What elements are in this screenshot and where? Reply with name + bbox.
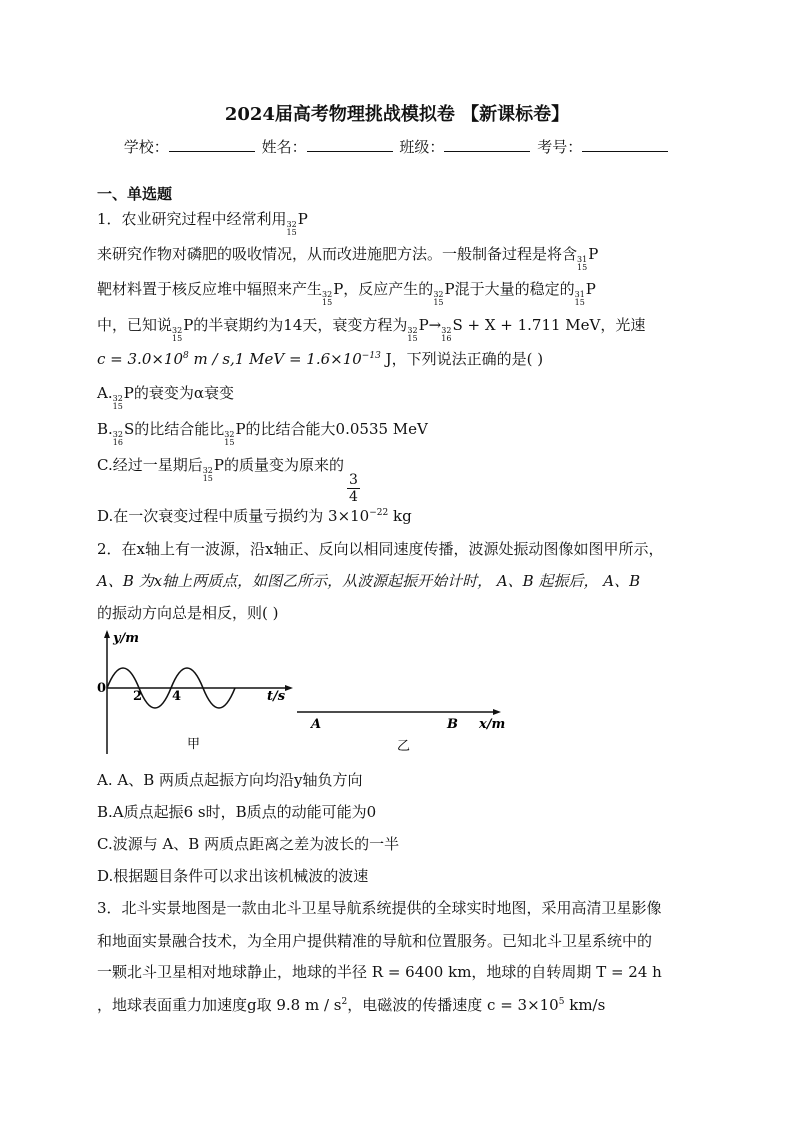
name-label: 姓名： (261, 138, 307, 156)
q2-option-c[interactable]: C.波源与 A、B 两质点距离之差为波长的一半 (97, 835, 400, 853)
fraction-three-quarters: $\frac{3}{4}$ (349, 472, 358, 505)
y-axis-arrow (104, 630, 110, 638)
q1-line-5: $c = 3.0\times 10^8$ m / s,1 MeV = $1.6\times 10^{-13}$ J，下列说法正确的是( ) (97, 350, 544, 368)
class-label: 班级： (399, 138, 445, 156)
caption-yi: 乙 (397, 739, 411, 754)
point-a-label: A (311, 717, 322, 732)
school-label: 学校： (123, 138, 169, 156)
q2-option-a[interactable]: A. A、B 两质点起振方向均沿y轴负方向 (97, 771, 363, 789)
q2-figure (97, 628, 517, 758)
nuclide-p32: 32 15 P (286, 210, 308, 237)
q1-line-3: 靶材料置于核反应堆中辐照来产生 32 15 P，反应产生的 32 15 P混于大量的稳定的 31 15 P (97, 280, 596, 307)
student-info-row (0, 136, 794, 157)
q3-line-3: 一颗北斗卫星相对地球静止，地球的半径 R = 6400 km，地球的自转周期 T = 24 h (97, 963, 662, 981)
caption-jia: 甲 (187, 737, 201, 752)
q3-line-1: 3．北斗实景地图是一款由北斗卫星导航系统提供的全球实时地图，采用高清卫星影像 (97, 899, 662, 917)
q3-line-4: ，地球表面重力加速度g取 9.8 m / $s^2$，电磁波的传播速度 $c = 3\times 10^5$ km/s (97, 996, 606, 1014)
x-axis-arrow (493, 709, 501, 715)
school-blank[interactable] (169, 137, 255, 152)
q1-option-b[interactable]: B. 32 16 S的比结合能比 32 15 P的比结合能大0.0535 MeV (97, 420, 428, 447)
t-label: t/s (267, 689, 286, 704)
decay-arrow: → (428, 316, 442, 334)
name-blank[interactable] (307, 137, 393, 152)
q2-option-d[interactable]: D.根据题目条件可以求出该机械波的波速 (97, 867, 369, 885)
q1-option-d[interactable]: D.在一次衰变过程中质量亏损约为 $3\times 10^{-22}$ kg (97, 507, 412, 525)
origin-label: 0 (97, 681, 107, 696)
q1-line-2: 来研究作物对磷肥的吸收情况，从而改进施肥方法。一般制备过程是将含 31 15 P (97, 245, 599, 272)
q2-line-1: 2．在x轴上有一波源，沿x轴正、反向以相同速度传播，波源处振动图像如图甲所示， (97, 540, 664, 558)
t-axis-arrow (285, 685, 293, 691)
point-b-label: B (447, 717, 458, 732)
class-blank[interactable] (444, 137, 530, 152)
q2-line-3: 的振动方向总是相反，则( ) (97, 604, 279, 622)
q1-option-c[interactable]: C.经过一星期后 32 15 P的质量变为原来的 $\frac{3}{4}$ (97, 456, 358, 505)
q1-option-a[interactable]: A. 32 15 P的衰变为α衰变 (97, 384, 235, 411)
q1-stem-text: 1．农业研究过程中经常利用 (97, 210, 287, 228)
section-heading: 一、单选题 (97, 185, 173, 203)
q3-line-2: 和地面实景融合技术，为全用户提供精准的导航和位置服务。已知北斗卫星系统中的 (97, 932, 653, 950)
q1-line-4: 中，已知说 32 15 P的半衰期约为14天，衰变方程为 32 15 P→ 32 16 S + X + 1.711 MeV，光速 (97, 316, 646, 343)
nuclide-p31: 31 15 P (577, 245, 599, 272)
tick-4: 4 (172, 689, 182, 704)
exam-title: 2024届高考物理挑战模拟卷 【新课标卷】 (224, 104, 570, 125)
number-blank[interactable] (582, 137, 668, 152)
x-label: x/m (479, 717, 506, 732)
q1-line-1 (97, 208, 308, 237)
q2-option-b[interactable]: B.A质点起振6 s时，B质点的动能可能为0 (97, 803, 377, 821)
number-label: 考号： (537, 138, 583, 156)
y-label: y/m (113, 631, 140, 646)
tick-2: 2 (133, 689, 143, 704)
q2-line-2: A、B 为x轴上两质点，如图乙所示，从波源起振开始计时， A、B 起振后， A、B (97, 572, 641, 590)
